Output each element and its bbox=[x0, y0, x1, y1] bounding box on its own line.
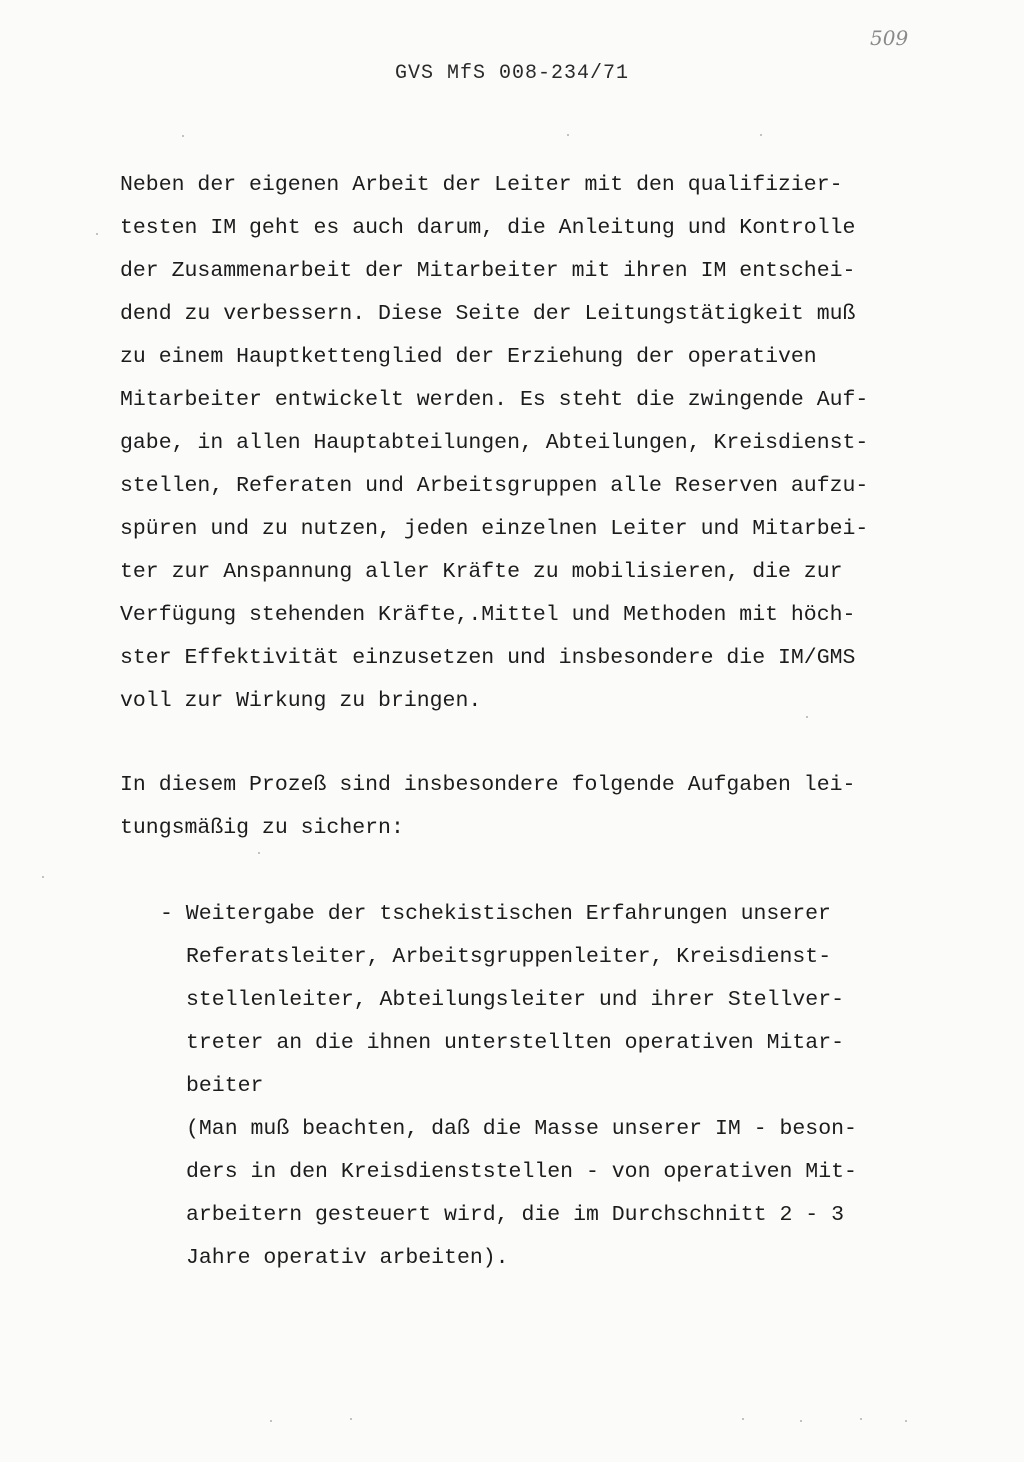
text-line: Mitarbeiter entwickelt werden. Es steht die zwingende Auf- bbox=[120, 388, 869, 412]
scan-speck bbox=[350, 1418, 352, 1420]
scan-speck bbox=[905, 1420, 907, 1422]
scan-speck bbox=[860, 1418, 862, 1420]
text-line: gabe, in allen Hauptabteilungen, Abteilungen, Kreisdienst- bbox=[120, 431, 869, 455]
bullet-item-experience-transfer bbox=[160, 893, 900, 1280]
scan-speck bbox=[800, 1420, 802, 1422]
text-line: testen IM geht es auch darum, die Anleitung und Kontrolle bbox=[120, 216, 856, 240]
text-line: beiter bbox=[186, 1074, 264, 1098]
text-line: (Man muß beachten, daß die Masse unserer IM - beson- bbox=[186, 1117, 857, 1141]
scan-speck bbox=[182, 135, 184, 137]
text-line: tungsmäßig zu sichern: bbox=[120, 816, 404, 840]
scan-speck bbox=[806, 716, 808, 718]
text-line: Verfügung stehenden Kräfte,.Mittel und Methoden mit höch- bbox=[120, 603, 856, 627]
text-line: In diesem Prozeß sind insbesondere folgende Aufgaben lei- bbox=[120, 773, 856, 797]
text-line: zu einem Hauptkettenglied der Erziehung der operativen bbox=[120, 345, 817, 369]
text-line: Referatsleiter, Arbeitsgruppenleiter, Kreisdienst- bbox=[186, 945, 832, 969]
text-line: spüren und zu nutzen, jeden einzelnen Leiter und Mitarbei- bbox=[120, 517, 869, 541]
text-line: dend zu verbessern. Diese Seite der Leitungstätigkeit muß bbox=[120, 302, 856, 326]
bullet-line: - Weitergabe der tschekistischen Erfahrungen unserer bbox=[160, 902, 831, 926]
paragraph-leadership-work bbox=[120, 164, 890, 723]
text-line: Neben der eigenen Arbeit der Leiter mit den qualifizier- bbox=[120, 173, 843, 197]
text-line: treter an die ihnen unterstellten operativen Mitar- bbox=[186, 1031, 845, 1055]
text-line: Jahre operativ arbeiten). bbox=[186, 1246, 509, 1270]
text-line: ter zur Anspannung aller Kräfte zu mobilisieren, die zur bbox=[120, 560, 843, 584]
scan-speck bbox=[258, 852, 260, 854]
text-line: stellenleiter, Abteilungsleiter und ihrer Stellver- bbox=[186, 988, 845, 1012]
scan-speck bbox=[96, 233, 98, 235]
paragraph-tasks-intro bbox=[120, 764, 890, 850]
text-line: ders in den Kreisdienststellen - von operativen Mit- bbox=[186, 1160, 857, 1184]
text-line: voll zur Wirkung zu bringen. bbox=[120, 689, 482, 713]
scan-speck bbox=[42, 876, 44, 878]
text-line: ster Effektivität einzusetzen und insbesondere die IM/GMS bbox=[120, 646, 856, 670]
text-line: der Zusammenarbeit der Mitarbeiter mit ihren IM entschei- bbox=[120, 259, 856, 283]
scan-speck bbox=[270, 1420, 272, 1422]
scan-speck bbox=[567, 134, 569, 136]
text-line: arbeitern gesteuert wird, die im Durchschnitt 2 - 3 bbox=[186, 1203, 845, 1227]
page-number: 509 bbox=[870, 26, 909, 50]
scan-speck bbox=[760, 134, 762, 136]
text-line: stellen, Referaten und Arbeitsgruppen alle Reserven aufzu- bbox=[120, 474, 869, 498]
scan-speck bbox=[742, 1418, 744, 1420]
document-header: GVS MfS 008-234/71 bbox=[394, 62, 630, 85]
